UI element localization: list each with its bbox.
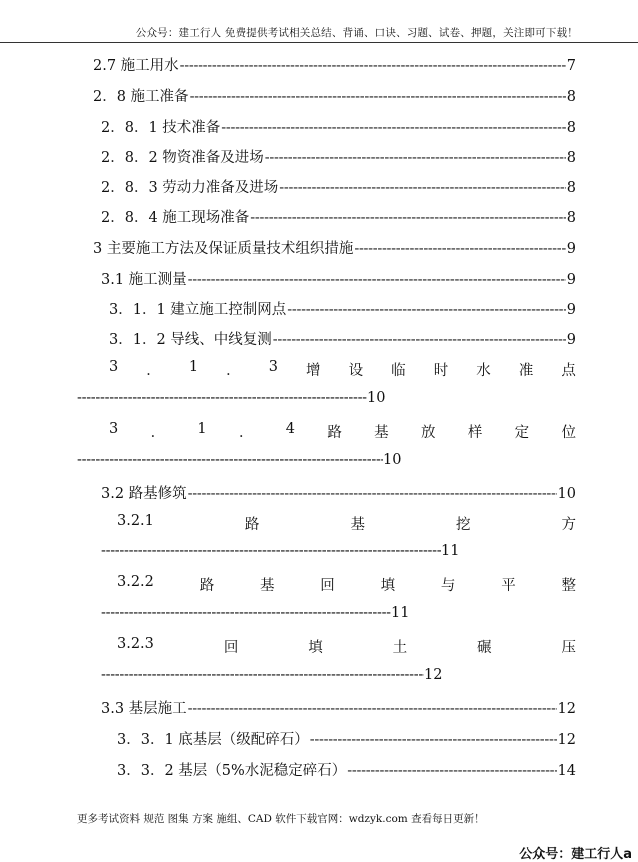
toc-title-part: 填	[308, 640, 323, 656]
toc-title: 2．8．3 劳动力准备及进场	[101, 180, 279, 196]
toc-page-number: 12	[557, 701, 576, 717]
toc-entry[interactable]	[93, 54, 576, 74]
toc-title-part: 点	[561, 363, 576, 379]
toc-title-part: 水	[476, 363, 491, 379]
toc-page-number: 10	[557, 486, 576, 502]
leader-dots	[221, 120, 565, 136]
toc-title-part: 回	[223, 640, 239, 656]
toc-title-part: 基	[350, 517, 365, 533]
toc-title: 2.7 施工用水	[93, 58, 179, 74]
leader-dots	[77, 452, 383, 468]
toc-title-part: 4	[285, 421, 296, 437]
header-text: 公众号：建工行人 免费提供考试相关总结、背诵、口诀、习题、试卷、押题，关注即可下载！	[135, 27, 578, 39]
toc-entry-justified[interactable]	[117, 574, 576, 595]
toc-page-number: 8	[566, 120, 576, 136]
toc-title-part: ．	[146, 363, 161, 379]
toc-page-number: 11	[441, 543, 460, 559]
toc-title-part: 位	[561, 425, 576, 441]
leader-dots	[279, 180, 565, 196]
toc-title-part: 3	[109, 359, 119, 375]
toc-title-part: 方	[561, 517, 576, 533]
leader-dots	[188, 701, 557, 717]
toc-title-part: 填	[380, 578, 396, 594]
toc-page-number: 9	[566, 302, 576, 318]
leader-dots	[310, 732, 557, 748]
toc-entry[interactable]	[101, 697, 576, 717]
toc-title-part: 整	[561, 578, 576, 594]
leader-dots	[354, 241, 565, 257]
toc-title-part: 路	[244, 517, 260, 533]
toc-title: 2．8 施工准备	[93, 89, 189, 105]
leader-dots	[188, 486, 557, 502]
leader-dots	[180, 58, 566, 74]
toc-title-part: 回	[320, 578, 335, 594]
leader-dots	[190, 89, 566, 105]
toc-title: 2．8．4 施工现场准备	[101, 210, 250, 226]
leader-dots	[273, 332, 566, 348]
toc-title-part: 碾	[477, 640, 492, 656]
toc-title-part: 定	[514, 425, 530, 441]
toc-page-number: 10	[383, 452, 402, 468]
toc-title: 3.3 基层施工	[101, 701, 187, 717]
toc-entry[interactable]	[101, 116, 576, 136]
toc-page-number: 9	[566, 332, 576, 348]
toc-entry-justified[interactable]	[109, 359, 576, 380]
toc-title-part: 增	[306, 363, 321, 379]
toc-title: 3．1．1 建立施工控制网点	[109, 302, 287, 318]
toc-entry-justified[interactable]	[109, 421, 576, 442]
leader-dots	[265, 150, 566, 166]
toc-title-part: 1	[188, 359, 199, 375]
toc-title-part: 挖	[455, 517, 471, 533]
toc-entry[interactable]	[101, 176, 576, 196]
toc-title: 3.2 路基修筑	[101, 486, 187, 502]
toc-page-number: 8	[566, 89, 576, 105]
footer-text: 更多考试资料 规范 图集 方案 施组、CAD 软件下载官网：wdzyk.com 查看每日更新！	[77, 813, 485, 825]
leader-dots	[101, 605, 391, 621]
toc-title-part: 放	[421, 425, 436, 441]
toc-leader-line	[77, 452, 401, 468]
toc-title-part: ．	[238, 425, 254, 441]
leader-dots	[347, 763, 556, 779]
toc-entry[interactable]	[101, 146, 576, 166]
toc-page-number: 10	[367, 390, 386, 406]
toc-title: 3．3．1 底基层（级配碎石）	[117, 732, 309, 748]
toc-entry[interactable]	[93, 237, 576, 257]
toc-entry[interactable]	[101, 482, 576, 502]
toc-title-part: 平	[501, 578, 516, 594]
toc-title-part: 1	[197, 421, 207, 437]
toc-title: 3 主要施工方法及保证质量技术组织措施	[93, 241, 354, 257]
toc-leader-line	[101, 667, 442, 683]
toc-title-part: ．	[150, 425, 166, 441]
toc-entry-justified[interactable]	[117, 513, 576, 534]
toc-page-number: 11	[391, 605, 410, 621]
toc-title-part: 与	[440, 578, 456, 594]
toc-title-part: 基	[260, 578, 275, 594]
toc-title-part: 基	[374, 425, 389, 441]
toc-title-part: 土	[392, 640, 408, 656]
toc-entry[interactable]	[93, 85, 576, 105]
toc-entry[interactable]	[101, 206, 576, 226]
toc-page-number: 9	[566, 272, 576, 288]
leader-dots	[188, 272, 566, 288]
toc-page-number: 8	[566, 180, 576, 196]
leader-dots	[250, 210, 565, 226]
watermark: 公众号：建工行人a	[519, 847, 632, 862]
leader-dots	[101, 667, 424, 683]
toc-title: 2．8．1 技术准备	[101, 120, 221, 136]
toc-page-number: 8	[566, 210, 576, 226]
toc-title-part: 路	[327, 425, 342, 441]
toc-page-number: 12	[424, 667, 443, 683]
toc-title-part: 3	[268, 359, 278, 375]
toc-page-number: 8	[566, 150, 576, 166]
toc-title-part: 3	[109, 421, 119, 437]
toc-title-part: 路	[199, 578, 215, 594]
toc-title-part: ．	[226, 363, 241, 379]
toc-leader-line	[101, 543, 459, 559]
toc-page-number: 9	[566, 241, 576, 257]
toc-title-part: 3.2.2	[117, 574, 154, 590]
toc-title-part: 3.2.3	[117, 636, 154, 652]
toc-leader-line	[77, 390, 385, 406]
toc-title-part: 压	[561, 640, 576, 656]
toc-leader-line	[101, 605, 409, 621]
toc-title: 3．3．2 基层（5%水泥稳定碎石）	[117, 763, 347, 779]
toc-entry[interactable]	[109, 328, 576, 348]
toc-page-number: 14	[557, 763, 576, 779]
toc-entry[interactable]	[109, 298, 576, 318]
toc-title-part: 临	[391, 363, 406, 379]
toc-title-part: 时	[433, 363, 449, 379]
toc-title-part: 样	[467, 425, 483, 441]
toc-page-number: 12	[557, 732, 576, 748]
toc-entry[interactable]	[117, 759, 576, 779]
toc-entry[interactable]	[117, 728, 576, 748]
toc-entry[interactable]	[101, 268, 576, 288]
toc-title-part: 3.2.1	[117, 513, 154, 529]
toc-title: 2．8．2 物资准备及进场	[101, 150, 264, 166]
toc-title-part: 设	[348, 363, 364, 379]
toc-entry-justified[interactable]	[117, 636, 576, 657]
toc-title: 3．1．2 导线、中线复测	[109, 332, 272, 348]
toc-title: 3.1 施工测量	[101, 272, 187, 288]
toc-page-number: 7	[566, 58, 576, 74]
leader-dots	[287, 302, 565, 318]
toc-title-part: 准	[518, 363, 534, 379]
leader-dots	[77, 390, 367, 406]
leader-dots	[101, 543, 441, 559]
